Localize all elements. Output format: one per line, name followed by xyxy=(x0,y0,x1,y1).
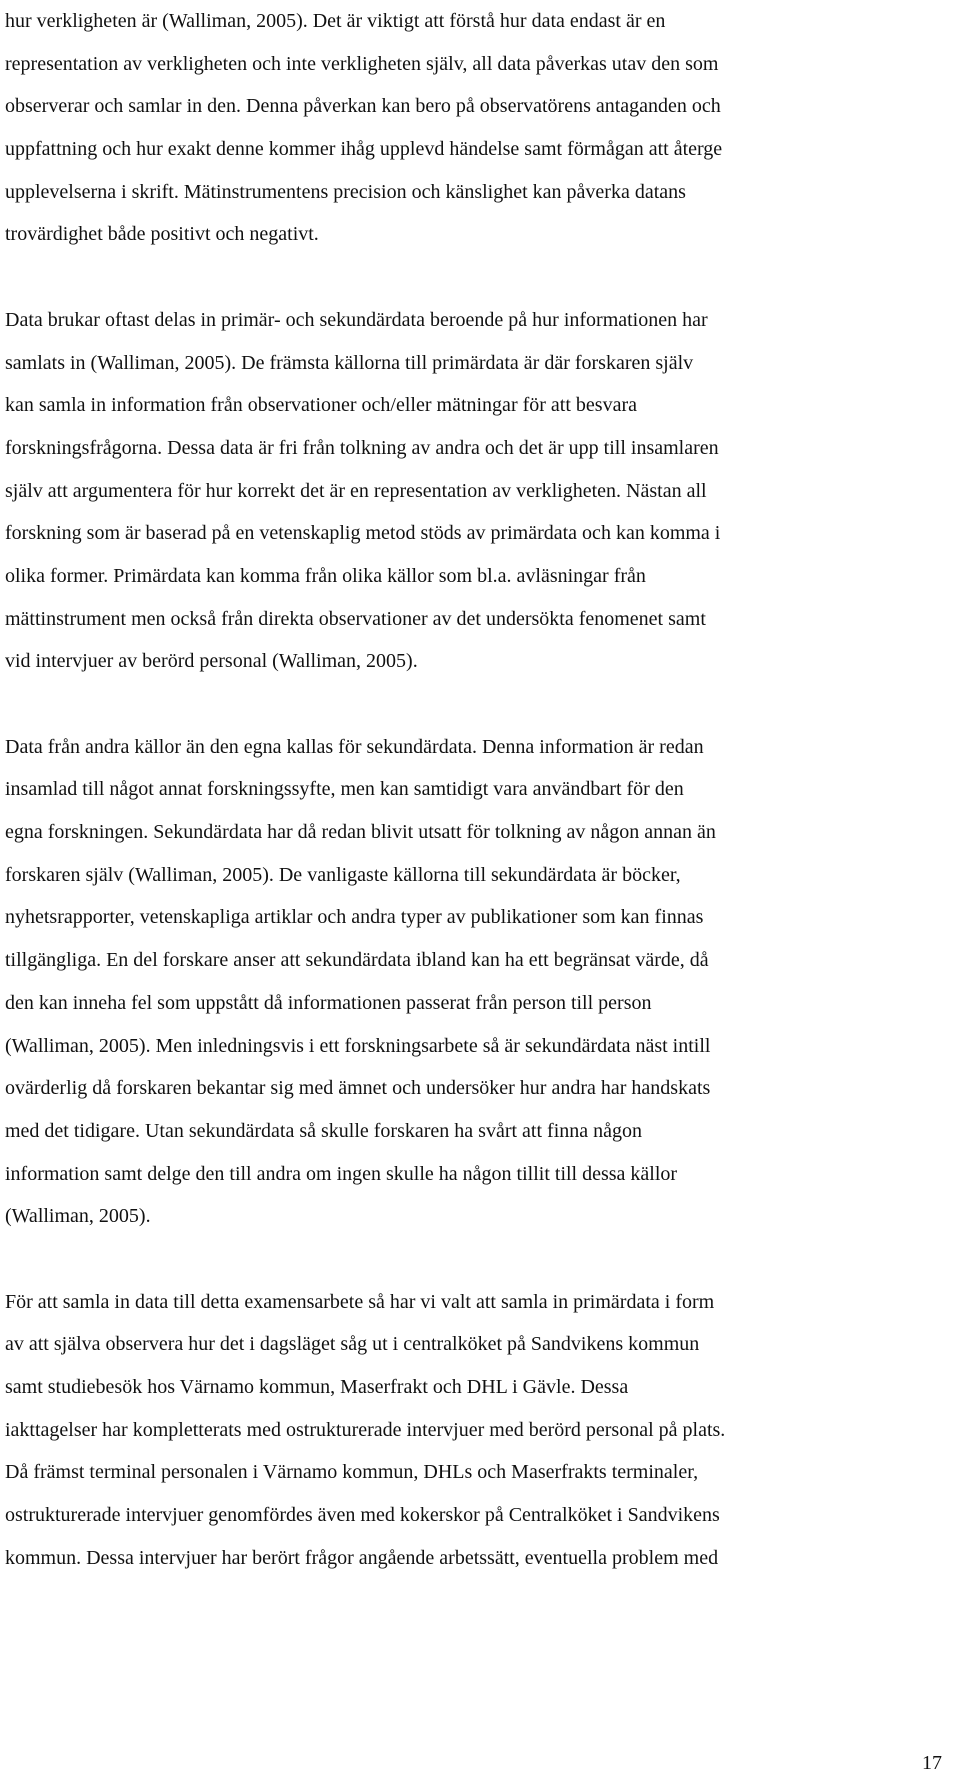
text-line: trovärdighet både positivt och negativt. xyxy=(5,223,319,246)
text-line: observerar och samlar in den. Denna påverkan kan bero på observatörens antaganden och xyxy=(5,95,721,118)
text-line: iakttagelser har kompletterats med ostrukturerade intervjuer med berörd personal på plats. xyxy=(5,1418,726,1441)
paragraph xyxy=(5,0,950,256)
text-line: mättinstrument men också från direkta observationer av det undersökta fenomenet samt xyxy=(5,607,706,630)
text-line: hur verkligheten är (Walliman, 2005). Det är viktigt att förstå hur data endast är en xyxy=(5,10,666,32)
text-line: Data brukar oftast delas in primär- och sekundärdata beroende på hur informationen har xyxy=(5,308,708,331)
text-line: (Walliman, 2005). xyxy=(5,1205,151,1228)
text-line: insamlad till något annat forskningssyfte, men kan samtidigt vara användbart för den xyxy=(5,778,684,801)
text-line: ostrukturerade intervjuer genomfördes även med kokerskor på Centralköket i Sandvikens xyxy=(5,1504,720,1527)
text-line: tillgängliga. En del forskare anser att sekundärdata ibland kan ha ett begränsat värde, då xyxy=(5,949,709,972)
text-line: samt studiebesök hos Värnamo kommun, Maserfrakt och DHL i Gävle. Dessa xyxy=(5,1376,629,1398)
page-number: 17 xyxy=(922,1752,942,1774)
text-line: upplevelserna i skrift. Mätinstrumentens precision och känslighet kan påverka datans xyxy=(5,180,686,203)
text-line: själv att argumentera för hur korrekt det är en representation av verkligheten. Nästan all xyxy=(5,479,707,502)
text-line: För att samla in data till detta examensarbete så har vi valt att samla in primärdata i form xyxy=(5,1290,715,1313)
text-line: forskningsfrågorna. Dessa data är fri från tolkning av andra och det är upp till insamlaren xyxy=(5,436,719,459)
text-line: kommun. Dessa intervjuer har berört frågor angående arbetssätt, eventuella problem med xyxy=(5,1546,719,1569)
paragraph xyxy=(5,1281,950,1580)
paragraph-gap xyxy=(5,1238,950,1281)
text-line: med det tidigare. Utan sekundärdata så skulle forskaren ha svårt att finna någon xyxy=(5,1119,643,1142)
text-line: Då främst terminal personalen i Värnamo kommun, DHLs och Maserfrakts terminaler, xyxy=(5,1461,699,1484)
text-line: forskning som är baserad på en vetenskaplig metod stöds av primärdata och kan komma i xyxy=(5,522,721,545)
text-line: ovärderlig då forskaren bekantar sig med ämnet och undersöker hur andra har handskats xyxy=(5,1077,711,1100)
body-text xyxy=(5,0,950,1579)
paragraph xyxy=(5,726,950,1238)
text-line: representation av verkligheten och inte verkligheten själv, all data påverkas utav den som xyxy=(5,52,719,75)
text-line: Data från andra källor än den egna kallas för sekundärdata. Denna information är redan xyxy=(5,735,704,758)
text-line: nyhetsrapporter, vetenskapliga artiklar och andra typer av publikationer som kan finnas xyxy=(5,906,704,929)
text-line: uppfattning och hur exakt denne kommer ihåg upplevd händelse samt förmågan att återge xyxy=(5,138,723,161)
text-line: (Walliman, 2005). Men inledningsvis i ett forskningsarbete så är sekundärdata näst intill xyxy=(5,1034,711,1057)
text-line: kan samla in information från observationer och/eller mätningar för att besvara xyxy=(5,394,637,417)
text-line: olika former. Primärdata kan komma från olika källor som bl.a. avläsningar från xyxy=(5,564,646,587)
paragraph-gap xyxy=(5,683,950,726)
text-line: forskaren själv (Walliman, 2005). De vanligaste källorna till sekundärdata är böcker, xyxy=(5,863,681,886)
text-line: egna forskningen. Sekundärdata har då redan blivit utsatt för tolkning av någon annan än xyxy=(5,821,716,844)
paragraph xyxy=(5,299,950,683)
text-line: av att själva observera hur det i dagsläget såg ut i centralköket på Sandvikens kommun xyxy=(5,1333,700,1356)
paragraph-gap xyxy=(5,256,950,299)
text-line: vid intervjuer av berörd personal (Walliman, 2005). xyxy=(5,650,418,673)
text-line: samlats in (Walliman, 2005). De främsta källorna till primärdata är där forskaren själv xyxy=(5,351,694,374)
text-line: information samt delge den till andra om ingen skulle ha någon tillit till dessa källor xyxy=(5,1162,678,1185)
text-line: den kan inneha fel som uppstått då informationen passerat från person till person xyxy=(5,991,652,1014)
